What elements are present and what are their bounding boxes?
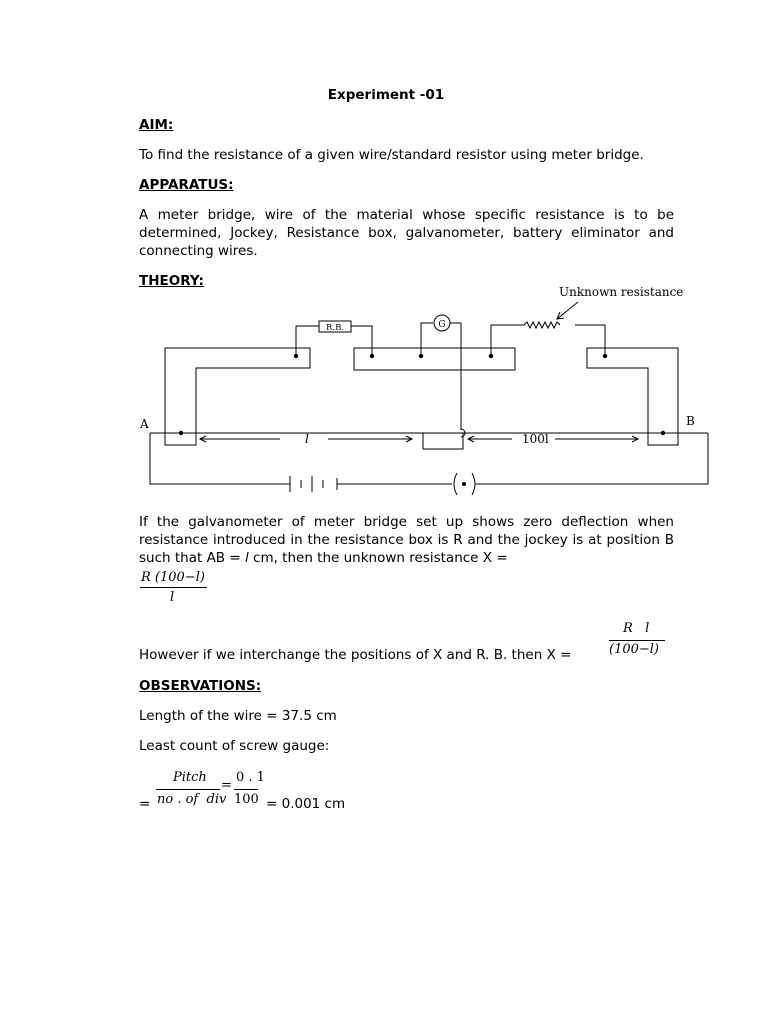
observations-heading: OBSERVATIONS: xyxy=(139,678,262,694)
key-symbol xyxy=(454,473,457,495)
theory-heading: THEORY: xyxy=(139,273,204,289)
apparatus-heading: APPARATUS: xyxy=(139,177,234,193)
wire-length-text: Length of the wire = 37.5 cm xyxy=(139,708,337,724)
theory-paragraph: If the galvanometer of meter bridge set up shows zero deflection when resistance introduced in the resistance box is R and the jockey is at position B such that AB = l cm, then the unknown resistance X = xyxy=(139,514,674,566)
pitch-fraction-bar xyxy=(156,789,220,790)
formula1-fraction-bar xyxy=(140,587,207,588)
divisions-value-denominator: 100 xyxy=(234,792,259,807)
pitch-value-fraction-bar xyxy=(234,789,258,790)
aim-text: To find the resistance of a given wire/standard resistor using meter bridge. xyxy=(139,147,644,163)
divisions-denominator: no . of div xyxy=(157,792,227,807)
aim-heading: AIM: xyxy=(139,117,174,133)
least-count-text: Least count of screw gauge: xyxy=(139,738,330,754)
right-length-label: 100l xyxy=(522,432,549,446)
interchange-text: However if we interchange the positions of X and R. B. then X = xyxy=(139,647,572,663)
unknown-resistance-label: Unknown resistance xyxy=(559,285,684,299)
pitch-numerator: Pitch xyxy=(173,770,207,785)
formula2-denominator: (100−l) xyxy=(609,642,660,657)
formula1-numerator: R (100−l) xyxy=(141,570,205,585)
formula2-numerator: R l xyxy=(623,621,650,636)
formula2-fraction-bar xyxy=(609,640,665,641)
least-count-equals: = xyxy=(139,796,151,812)
unknown-resistor-symbol xyxy=(524,322,560,328)
rb-label: R.B. xyxy=(325,323,345,333)
galvanometer-label: G xyxy=(438,320,446,330)
jockey-symbol xyxy=(423,433,463,449)
apparatus-text: A meter bridge, wire of the material whose specific resistance is to be determined, Jockey, Resistance box, galvanometer, battery eliminator and connecting wires. xyxy=(139,207,674,259)
left-copper-strip xyxy=(165,348,310,445)
pitch-value-numerator: 0 . 1 xyxy=(236,770,265,785)
point-a-label: A xyxy=(140,417,149,431)
formula1-denominator: l xyxy=(170,590,175,605)
fraction-equals: = xyxy=(221,778,232,793)
point-b-label: B xyxy=(686,414,695,428)
least-count-result: = 0.001 cm xyxy=(266,796,346,812)
right-copper-strip xyxy=(587,348,678,445)
page-title: Experiment -01 xyxy=(327,87,445,103)
meter-bridge-diagram xyxy=(130,280,720,500)
left-length-label: l xyxy=(305,432,309,446)
